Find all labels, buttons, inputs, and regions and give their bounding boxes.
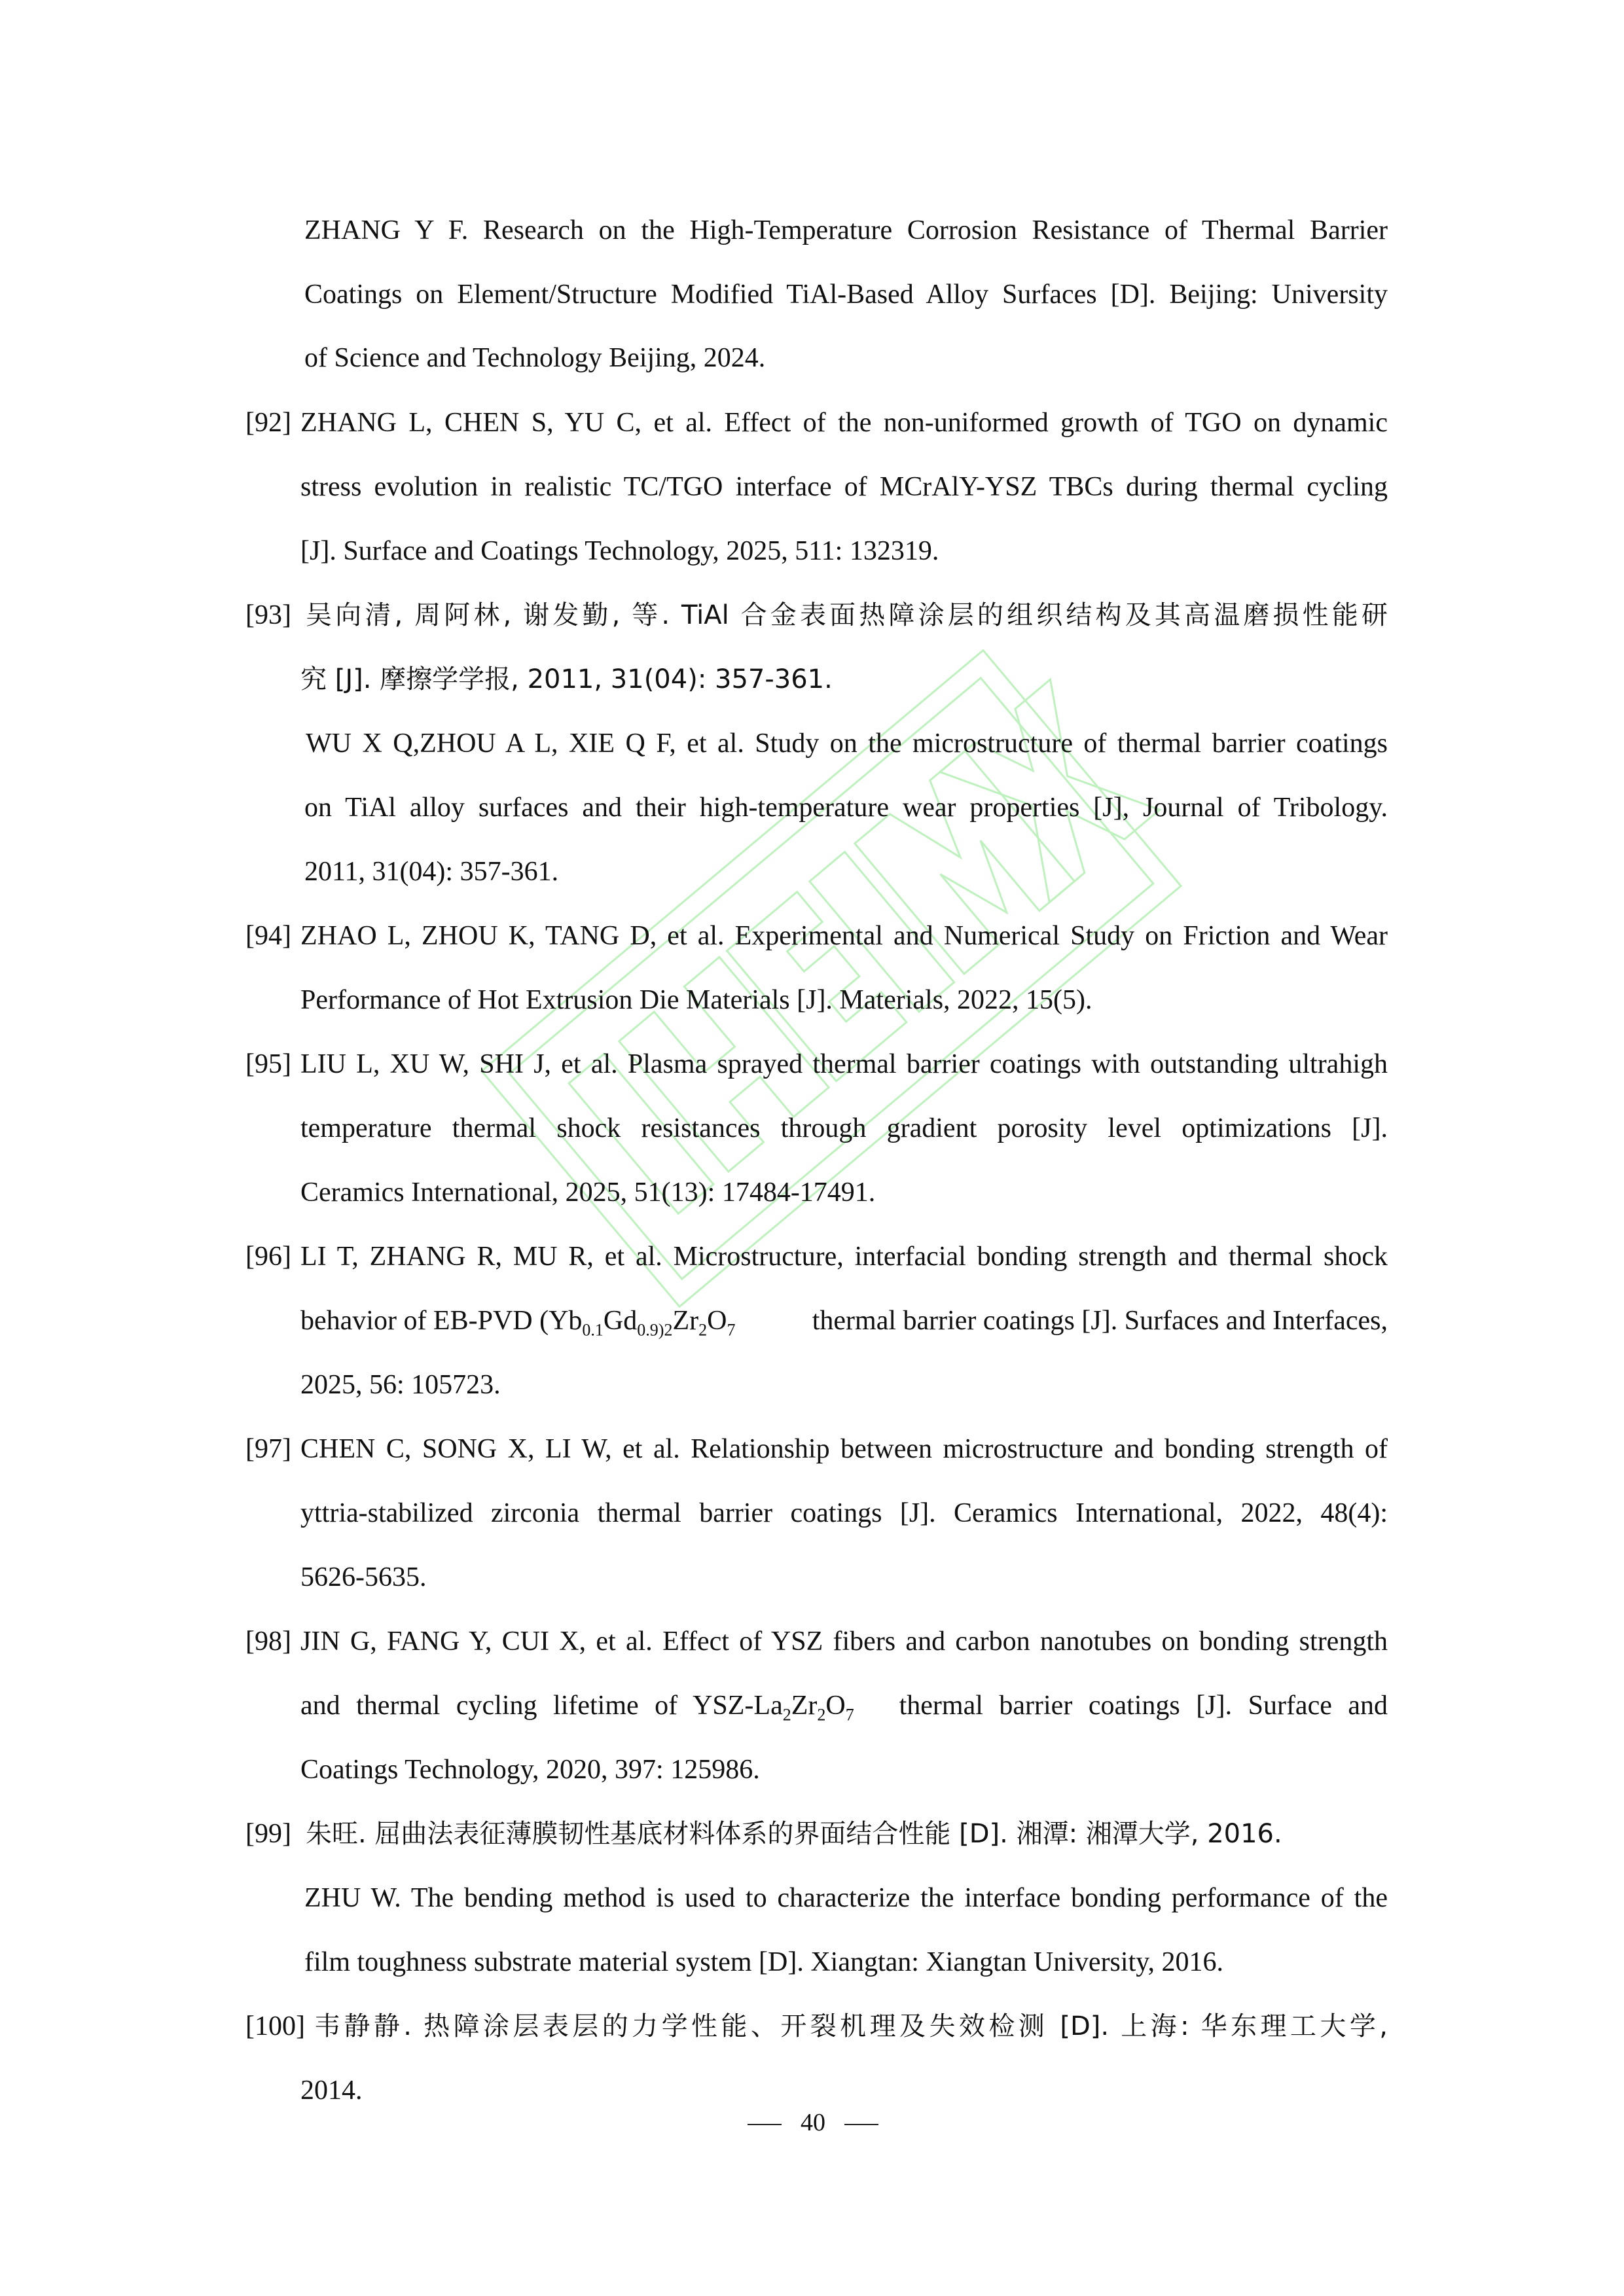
ref-92-line-2: stress evolution in realistic TC/TGO interface of MCrAlY-YSZ TBCs during thermal cycling — [300, 472, 1388, 502]
ref-96-line-2-part-b: thermal barrier coatings [J]. Surfaces and Interfaces, — [805, 1306, 1388, 1336]
page-footer — [740, 2104, 884, 2144]
ref-97-line-2: yttria-stabilized zirconia thermal barrier coatings [J]. Ceramics International, 2022, 48(4): — [300, 1498, 1388, 1528]
ref-98-line-2 — [300, 1689, 1388, 1731]
ref-91-en-line-1: ZHANG Y F. Research on the High-Temperature Corrosion Resistance of Thermal Barrier — [304, 215, 1388, 245]
ref-95-line-3: Ceramics International, 2025, 51(13): 17484-17491. — [300, 1177, 876, 1208]
ref-93-line-3: WU X Q,ZHOU A L, XIE Q F, et al. Study on the microstructure of thermal barrier coatings — [306, 728, 1388, 759]
ref-93-line-4: on TiAl alloy surfaces and their high-temperature wear properties [J], Journal of Tribology. — [304, 793, 1388, 823]
footer-dash-right — [844, 2124, 878, 2125]
ref-94-line-2: Performance of Hot Extrusion Die Materials [J]. Materials, 2022, 15(5). — [300, 985, 1092, 1015]
page-number: 40 — [801, 2109, 825, 2136]
ref-97-line-1: CHEN C, SONG X, LI W, et al. Relationship between microstructure and bonding strength of — [300, 1434, 1388, 1464]
ref-97-line-3: 5626-5635. — [300, 1562, 427, 1592]
ref-99-line-3: film toughness substrate material system [D]. Xiangtan: Xiangtan University, 2016. — [304, 1947, 1224, 1977]
ref-99-line-1: 朱旺. 屈曲法表征薄膜韧性基底材料体系的界面结合性能 [D]. 湘潭: 湘潭大学, 2016. — [306, 1819, 1282, 1849]
ref-100-line-1: 韦静静. 热障涂层表层的力学性能、开裂机理及失效检测 [D]. 上海: 华东理工大学, — [314, 2011, 1388, 2041]
ref-99-number: [99] — [245, 1819, 291, 1849]
ref-93-line-5: 2011, 31(04): 357-361. — [304, 857, 559, 887]
ref-96-line-3: 2025, 56: 105723. — [300, 1370, 501, 1400]
ref-95-line-1: LIU L, XU W, SHI J, et al. Plasma sprayed thermal barrier coatings with outstanding ultrahigh — [300, 1049, 1388, 1079]
ref-97-number: [97] — [245, 1434, 291, 1464]
ref-98-number: [98] — [245, 1626, 291, 1657]
ref-94-line-1: ZHAO L, ZHOU K, TANG D, et al. Experimental and Numerical Study on Friction and Wear — [300, 921, 1388, 951]
ref-98-line-2-part-a: and thermal cycling lifetime of YSZ-$La_2Zr_2O_7$ — [300, 1691, 854, 1725]
ref-96-line-1: LI T, ZHANG R, MU R, et al. Microstructure, interfacial bonding strength and thermal shock — [300, 1242, 1388, 1272]
ref-93-number: [93] — [245, 600, 291, 630]
ref-93-line-1: 吴向清, 周阿林, 谢发勤, 等. TiAl 合金表面热障涂层的组织结构及其高温磨损性能研 — [306, 600, 1388, 630]
ref-100-number: [100] — [245, 2011, 305, 2041]
ref-92-number: [92] — [245, 408, 291, 438]
ref-92-line-3: [J]. Surface and Coatings Technology, 2025, 511: 132319. — [300, 536, 939, 566]
ref-92-line-1: ZHANG L, CHEN S, YU C, et al. Effect of the non-uniformed growth of TGO on dynamic — [300, 408, 1388, 438]
ref-96-line-2 — [300, 1304, 1388, 1346]
ref-96-line-2-part-a: behavior of EB-PVD ($Yb_{0.1}Gd_{0.9)2}Zr_2O_7$ — [300, 1306, 736, 1340]
ref-99-line-2: ZHU W. The bending method is used to characterize the interface bonding performance of the — [304, 1883, 1388, 1913]
ref-94-number: [94] — [245, 921, 291, 951]
footer-dash-left — [748, 2124, 782, 2125]
ref-96-number: [96] — [245, 1242, 291, 1272]
ref-98-line-2-part-b: thermal barrier coatings [J]. Surface and — [883, 1691, 1388, 1721]
ref-91-en-line-2: Coatings on Element/Structure Modified TiAl-Based Alloy Surfaces [D]. Beijing: University — [304, 279, 1388, 310]
ref-95-line-2: temperature thermal shock resistances through gradient porosity level optimizations [J]. — [300, 1113, 1388, 1143]
ref-98-line-1: JIN G, FANG Y, CUI X, et al. Effect of YSZ fibers and carbon nanotubes on bonding strength — [300, 1626, 1388, 1657]
ref-93-line-2: 究 [J]. 摩擦学学报, 2011, 31(04): 357-361. — [300, 664, 833, 694]
ref-98-line-3: Coatings Technology, 2020, 397: 125986. — [300, 1755, 760, 1785]
ref-95-number: [95] — [245, 1049, 291, 1079]
ref-100-line-2: 2014. — [300, 2075, 363, 2106]
ref-91-en-line-3: of Science and Technology Beijing, 2024. — [304, 343, 766, 373]
